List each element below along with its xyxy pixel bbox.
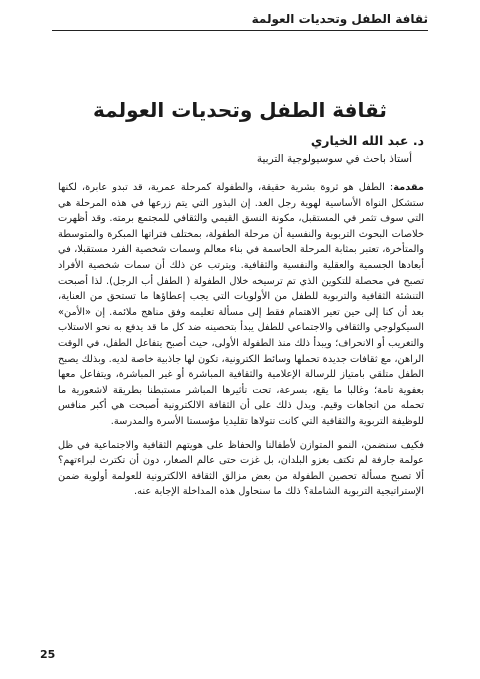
paragraph-introduction (58, 180, 424, 430)
lead-word: مقدمة (393, 182, 424, 193)
author-name: د. عبد الله الخياري (310, 133, 424, 148)
running-header: ثقافة الطفل وتحديات العولمة (52, 12, 428, 31)
paragraph-questions: فكيف سنضمن، النمو المتوازن لأطفالنا والحفاظ على هويتهم الثقافية والاجتماعية في ظل عولمة جارفة لم تكتف بغزو البلدان، بل غزت حتى عالم الصغار، دون أن تكترث لبراءتهم؟ ألا تصبح مسألة تحصين الطفولة من بعض مزالق الثقافة الالكترونية للعولمة أولوية ضمن الإستراتيجية التربوية الشاملة؟ ذلك ما سنحاول هذه المداخلة الإجابة عنه. (58, 439, 424, 498)
article-title: ثقافة الطفل وتحديات العولمة (93, 98, 387, 122)
author-role: أستاذ باحث في سوسيولوجية التربية (256, 153, 412, 165)
article-body (58, 180, 424, 508)
page-number: 25 (40, 648, 56, 661)
paragraph-introduction-text: : الطفل هو ثروة بشرية حقيقة، والطفولة كمرحلة عمرية، قد تبدو عابرة، لكنها ستشكل النواة الأساسية لهوية رجل الغد. إن البذور التي يتم زرعها في هذه المرحلة هي التي سوف تثمر في المستقبل، مكونة النسق القيمي والثقافي للمجتمع برمته. وقد أظهرت خلاصات البحوث التربوية والنفسية أن مرحلة الطفولة، بمختلف فتراتها المبكرة والمتوسطة والمتأخرة، تعتبر بمثابة المرحلة الحاسمة في بناء معالم وسمات شخصية الفرد مستقبلا، في أبعادها الجسمية والعقلية والنفسية والثقافية. ويترتب عن ذلك أن سمات شخصية الأفراد تصبح في محصلة للتكوين الذي تم ترسيخه خلال الطفولة ( الطفل أب الرجل). لذا أصبحت التنشئة الثقافية والتربوية للطفل من الأولويات التي يجب إعطاؤها ما تستحق من العناية، بعد أن كنا إلى حين تعير الاهتمام فقط إلى مسألة تعليمه وفق مناهج ملائمة. إن «الأمن» السيكولوجي والثقافي والاجتماعي للطفل يبدأ بتحصينه ضد كل ما قد يدفع به نحو الاستلاب والتغريب أو الانحراف؛ ويبدأ ذلك منذ الطفولة الأولى، حيث أصبح يتفاعل الطفل، في الوقت الراهن، مع ثقافات جديدة تحملها وسائط الكترونية، تكون لها جاذبية خاصة لديه. وبذلك يصبح الطفل متلقي بامتياز للرسالة الإعلامية والثقافية المباشرة أو غير المباشرة، ويتفاعل معها بعفوية تامة؛ وغالبا ما يقع، بسرعة، تحت تأثيرها المباشر مستبطنا بطريقة لاشعورية ما تحمله من اتجاهات وقيم. ويدل ذلك على أن الثقافة الالكترونية أصبحت هي أكبر منافس للوظيفة التربوية والثقافية التي كانت تتولاها تقليديا مؤسستا الأسرة والمدرسة. (58, 182, 424, 427)
